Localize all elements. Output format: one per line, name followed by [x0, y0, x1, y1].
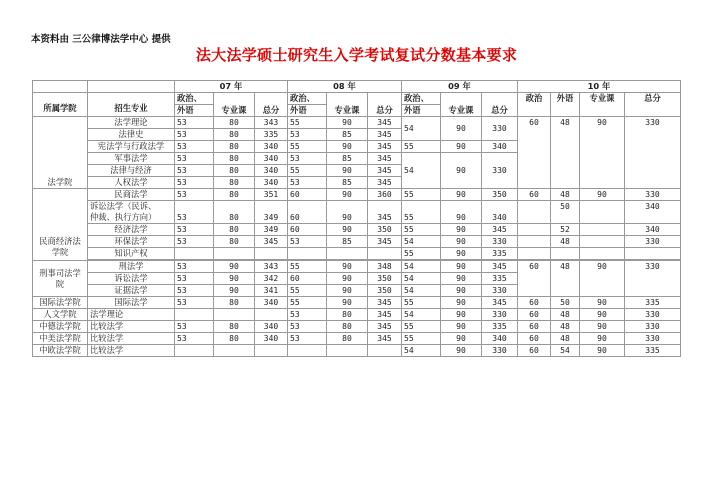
major-cell: 法学理论 — [88, 309, 175, 321]
school-cell-sino-eu: 中欧法学院 — [33, 345, 88, 357]
school-cell-civil: 民商经济法 学院 — [33, 189, 88, 261]
year-08: 08 年 — [288, 81, 402, 93]
year-header-row — [33, 81, 681, 93]
table-row: 证据法学 53 90 341 55 90 350 54 90 330 — [33, 285, 681, 297]
table-row: 刑事司法学 院 刑法学 53 90 343 55 90 348 54 90 345 60 48 90 330 — [33, 261, 681, 273]
table-row: 军事法学 53 80 340 53 85 345 54 90 330 — [33, 153, 681, 165]
table-row: 法律史 53 80 335 53 85 345 — [33, 129, 681, 141]
score-table — [32, 80, 681, 357]
major-cell: 比较法学 — [88, 321, 175, 333]
major-cell: 诉讼法学 — [88, 273, 175, 285]
major-cell: 刑法学 — [88, 261, 175, 273]
year-10: 10 年 — [518, 81, 681, 93]
header-major-course-08: 专业课 — [327, 93, 368, 117]
school-cell-humanities: 人文学院 — [33, 309, 88, 321]
table-row: 宪法学与行政法学 53 80 340 55 90 345 55 90 340 — [33, 141, 681, 153]
header-total-07: 总分 — [255, 93, 288, 117]
major-cell: 比较法学 — [88, 345, 175, 357]
major-cell: 国际法学 — [88, 297, 175, 309]
major-cell: 诉讼法学（民诉、 仲裁、执行方向） — [88, 201, 175, 224]
table-row: 民商经济法 学院 民商法学 53 80 351 60 90 360 55 90 350 60 48 90 330 — [33, 189, 681, 201]
year-09: 09 年 — [402, 81, 518, 93]
table-row: 诉讼法学 53 90 342 60 90 350 54 90 335 — [33, 273, 681, 285]
table-row: 中欧法学院 比较法学 54 90 330 60 54 90 335 — [33, 345, 681, 357]
header-school: 所属学院 — [33, 93, 88, 117]
header-politics-10: 政治 — [518, 93, 551, 117]
header-total-10: 总分 — [625, 93, 681, 117]
school-cell-law: 法学院 — [33, 117, 88, 189]
page-title: 法大法学硕士研究生入学考试复试分数基本要求 — [195, 46, 518, 64]
table-row: 中德法学院 比较法学 53 80 340 53 80 345 55 90 335 60 48 90 330 — [33, 321, 681, 333]
major-cell: 法律史 — [88, 129, 175, 141]
header-foreign-10: 外语 — [551, 93, 580, 117]
school-cell-intl: 国际法学院 — [33, 297, 88, 309]
table-row: 人权法学 53 80 340 53 85 345 — [33, 177, 681, 189]
table-row: 法学院 法学理论 53 80 343 55 90 345 54 90 330 60 48 90 330 — [33, 117, 681, 129]
header-politics-foreign-09: 政治、 — [402, 93, 441, 105]
year-07: 07 年 — [175, 81, 288, 93]
header-total-09: 总分 — [482, 93, 518, 117]
table-row: 知识产权 55 90 335 — [33, 248, 681, 260]
source-note: 本资料由 三公律博法学中心 提供 — [31, 34, 171, 45]
header-total-08: 总分 — [368, 93, 402, 117]
header-politics-foreign-07: 政治、 — [175, 93, 214, 105]
major-cell: 法律与经济 — [88, 165, 175, 177]
major-cell: 比较法学 — [88, 333, 175, 345]
school-cell-criminal: 刑事司法学 院 — [33, 261, 88, 297]
column-header-row-2: 外语 外语 外语 — [33, 105, 681, 117]
major-cell: 经济法学 — [88, 224, 175, 236]
school-cell-sino-german: 中德法学院 — [33, 321, 88, 333]
major-cell: 环保法学 — [88, 236, 175, 248]
header-major: 招生专业 — [88, 93, 175, 117]
table-row: 中美法学院 比较法学 53 80 340 53 80 345 55 90 340 60 48 90 330 — [33, 333, 681, 345]
major-cell: 民商法学 — [88, 189, 175, 201]
header-politics-foreign-08: 政治、 — [288, 93, 327, 105]
table-row: 环保法学 53 80 345 53 85 345 54 90 330 48 330 — [33, 236, 681, 248]
table-row: 人文学院 法学理论 53 80 345 54 90 330 60 48 90 330 — [33, 309, 681, 321]
major-cell: 宪法学与行政法学 — [88, 141, 175, 153]
table-row: 经济法学 53 80 349 60 90 350 55 90 345 52 340 — [33, 224, 681, 236]
table-row: 国际法学院 国际法学 53 80 340 55 90 345 55 90 345 60 50 90 335 — [33, 297, 681, 309]
major-cell: 军事法学 — [88, 153, 175, 165]
column-header-row — [33, 93, 681, 105]
school-cell-sino-us: 中美法学院 — [33, 333, 88, 345]
major-cell: 知识产权 — [88, 248, 175, 260]
table-row: 诉讼法学（民诉、 仲裁、执行方向） 53 80 349 60 90 345 55 90 340 50 340 — [33, 201, 681, 224]
major-cell: 人权法学 — [88, 177, 175, 189]
major-cell: 证据法学 — [88, 285, 175, 297]
major-cell: 法学理论 — [88, 117, 175, 129]
header-major-course-10: 专业课 — [580, 93, 625, 117]
table-row: 法律与经济 53 80 340 55 90 345 — [33, 165, 681, 177]
header-major-course-07: 专业课 — [214, 93, 255, 117]
header-major-course-09: 专业课 — [441, 93, 482, 117]
